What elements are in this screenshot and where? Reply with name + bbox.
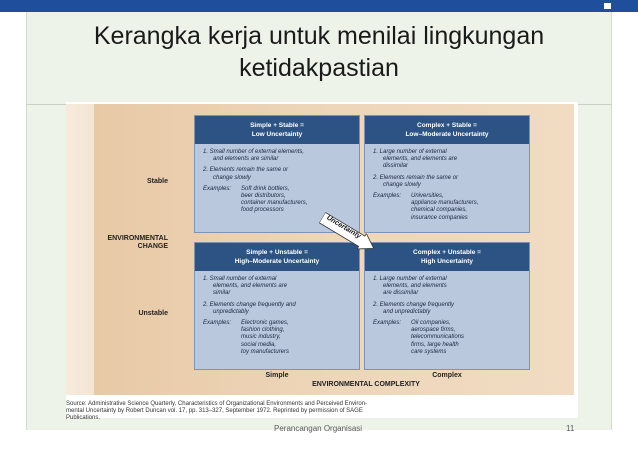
- row-label-stable: Stable: [146, 178, 168, 185]
- text-line: unpredictably: [213, 308, 249, 315]
- text-line: 2. Elements change frequently and: [203, 301, 296, 308]
- source-line: Source: Administrative Science Quarterly, Characteristics of Organizational Environments and Perceived Environ-: [66, 401, 368, 407]
- example-item: food processors: [241, 207, 284, 214]
- col-label-simple: Simple: [265, 372, 289, 379]
- example-item: fashion clothing,: [241, 327, 285, 334]
- quadrant-body: [365, 144, 529, 226]
- quadrant-header-line1: Simple + Stable =: [250, 122, 304, 129]
- examples-label: Examples:: [203, 185, 232, 192]
- quadrant-point-1: [203, 149, 353, 163]
- quadrant-body: [195, 271, 359, 360]
- quadrant-header-line1: Simple + Unstable =: [246, 249, 308, 256]
- examples-list: [411, 193, 478, 222]
- slide-title-line2: ketidakpastian: [239, 54, 399, 82]
- quadrant-point-2: [373, 302, 523, 316]
- quadrant-point-2: [373, 175, 523, 189]
- text-line: change slowly: [213, 174, 251, 181]
- quadrant-examples: [373, 193, 523, 222]
- quadrant-complex-stable: [364, 115, 530, 233]
- example-item: beer distributors,: [241, 193, 286, 200]
- example-item: insurance companies: [411, 214, 468, 221]
- source-line: Publications.: [66, 415, 101, 421]
- y-axis-label: [72, 235, 168, 251]
- example-item: social media,: [241, 341, 277, 348]
- text-line: elements, and elements: [383, 283, 447, 290]
- quadrant-point-2: [203, 302, 353, 316]
- page-number: 11: [566, 424, 575, 433]
- example-item: appliance manufacturers,: [411, 200, 479, 207]
- quadrant-header: [195, 116, 359, 144]
- col-label-complex: Complex: [432, 372, 462, 379]
- example-item: Electronic games,: [241, 320, 289, 327]
- quadrant-header: [195, 243, 359, 271]
- example-item: container manufacturers,: [241, 200, 308, 207]
- quadrant-complex-unstable: [364, 242, 530, 370]
- example-item: music industry,: [241, 334, 281, 341]
- quadrant-header-line1: Complex + Stable =: [417, 122, 477, 129]
- text-line: elements, and elements are: [383, 156, 458, 163]
- quadrant-simple-unstable: [194, 242, 360, 370]
- source-line: mental Uncertainty by Robert Duncan vol. 17, pp. 313–327, September 1972. Reprinted by permission of SAGE: [66, 408, 363, 414]
- uncertainty-framework-figure: [66, 102, 578, 418]
- example-item: toy manufacturers: [241, 348, 290, 355]
- examples-list: [241, 320, 289, 356]
- text-line: are dissimilar: [383, 290, 419, 297]
- quadrant-header: [365, 243, 529, 271]
- slide-title-line1: Kerangka kerja untuk menilai lingkungan: [93, 22, 545, 50]
- example-item: telecommunications: [411, 334, 465, 341]
- text-line: similar: [213, 290, 231, 297]
- quadrant-point-1: [203, 276, 353, 298]
- arrow-label: Uncertainty: [325, 214, 362, 241]
- figure-source-note: [66, 401, 546, 422]
- text-line: 1. Small number of external elements,: [203, 149, 305, 155]
- quadrant-body: [195, 144, 359, 219]
- x-axis-label: ENVIRONMENTAL COMPLEXITY: [312, 381, 420, 388]
- text-line: and unpredictably: [383, 308, 431, 315]
- example-item: chemical companies,: [411, 207, 468, 214]
- text-line: 2. Elements remain the same or: [203, 167, 289, 174]
- quadrant-header-line2: Low Uncertainty: [251, 131, 303, 138]
- top-accent-bar: [0, 0, 638, 12]
- row-label-unstable: Unstable: [138, 310, 168, 317]
- text-line: elements, and elements are: [213, 283, 288, 290]
- quadrant-header: [365, 116, 529, 144]
- example-item: aerospace firms,: [411, 327, 456, 334]
- quadrant-point-2: [203, 167, 353, 181]
- text-line: 1. Large number of external: [373, 276, 447, 282]
- quadrant-body: [365, 271, 529, 360]
- examples-label: Examples:: [203, 320, 232, 327]
- example-item: care systems: [411, 348, 447, 355]
- text-line: 2. Elements remain the same or: [373, 174, 459, 181]
- text-line: 2. Elements change frequently: [373, 301, 455, 308]
- example-item: Soft drink bottlers,: [241, 185, 290, 192]
- quadrant-examples: [203, 186, 353, 215]
- quadrant-examples: [203, 320, 353, 356]
- quadrant-header-line1: Complex + Unstable =: [413, 249, 481, 256]
- quadrant-examples: [373, 320, 523, 356]
- text-line: 1. Small number of external: [203, 276, 277, 282]
- examples-label: Examples:: [373, 193, 402, 200]
- y-axis-label-line2: CHANGE: [137, 243, 168, 250]
- examples-label: Examples:: [373, 320, 402, 327]
- examples-list: [411, 320, 464, 356]
- slide-footer: Perancangan Organisasi: [274, 424, 363, 433]
- example-item: Oil companies,: [411, 320, 451, 327]
- quadrant-point-1: [373, 276, 523, 298]
- text-line: and elements are similar: [213, 156, 279, 163]
- quadrant-header-line2: High Uncertainty: [420, 258, 473, 265]
- examples-list: [241, 186, 307, 215]
- quadrant-header-line2: High–Moderate Uncertainty: [234, 258, 320, 265]
- example-item: Universities,: [411, 193, 444, 200]
- accent-square-icon: [604, 3, 611, 9]
- y-axis-label-line1: ENVIRONMENTAL: [107, 235, 168, 242]
- text-line: change slowly: [383, 181, 421, 188]
- example-item: firms, large health: [411, 341, 459, 348]
- quadrant-point-1: [373, 149, 523, 171]
- quadrant-header-line2: Low–Moderate Uncertainty: [405, 131, 489, 138]
- slide-title: [26, 20, 612, 84]
- text-line: dissimilar: [383, 163, 409, 170]
- text-line: 1. Large number of external: [373, 149, 447, 155]
